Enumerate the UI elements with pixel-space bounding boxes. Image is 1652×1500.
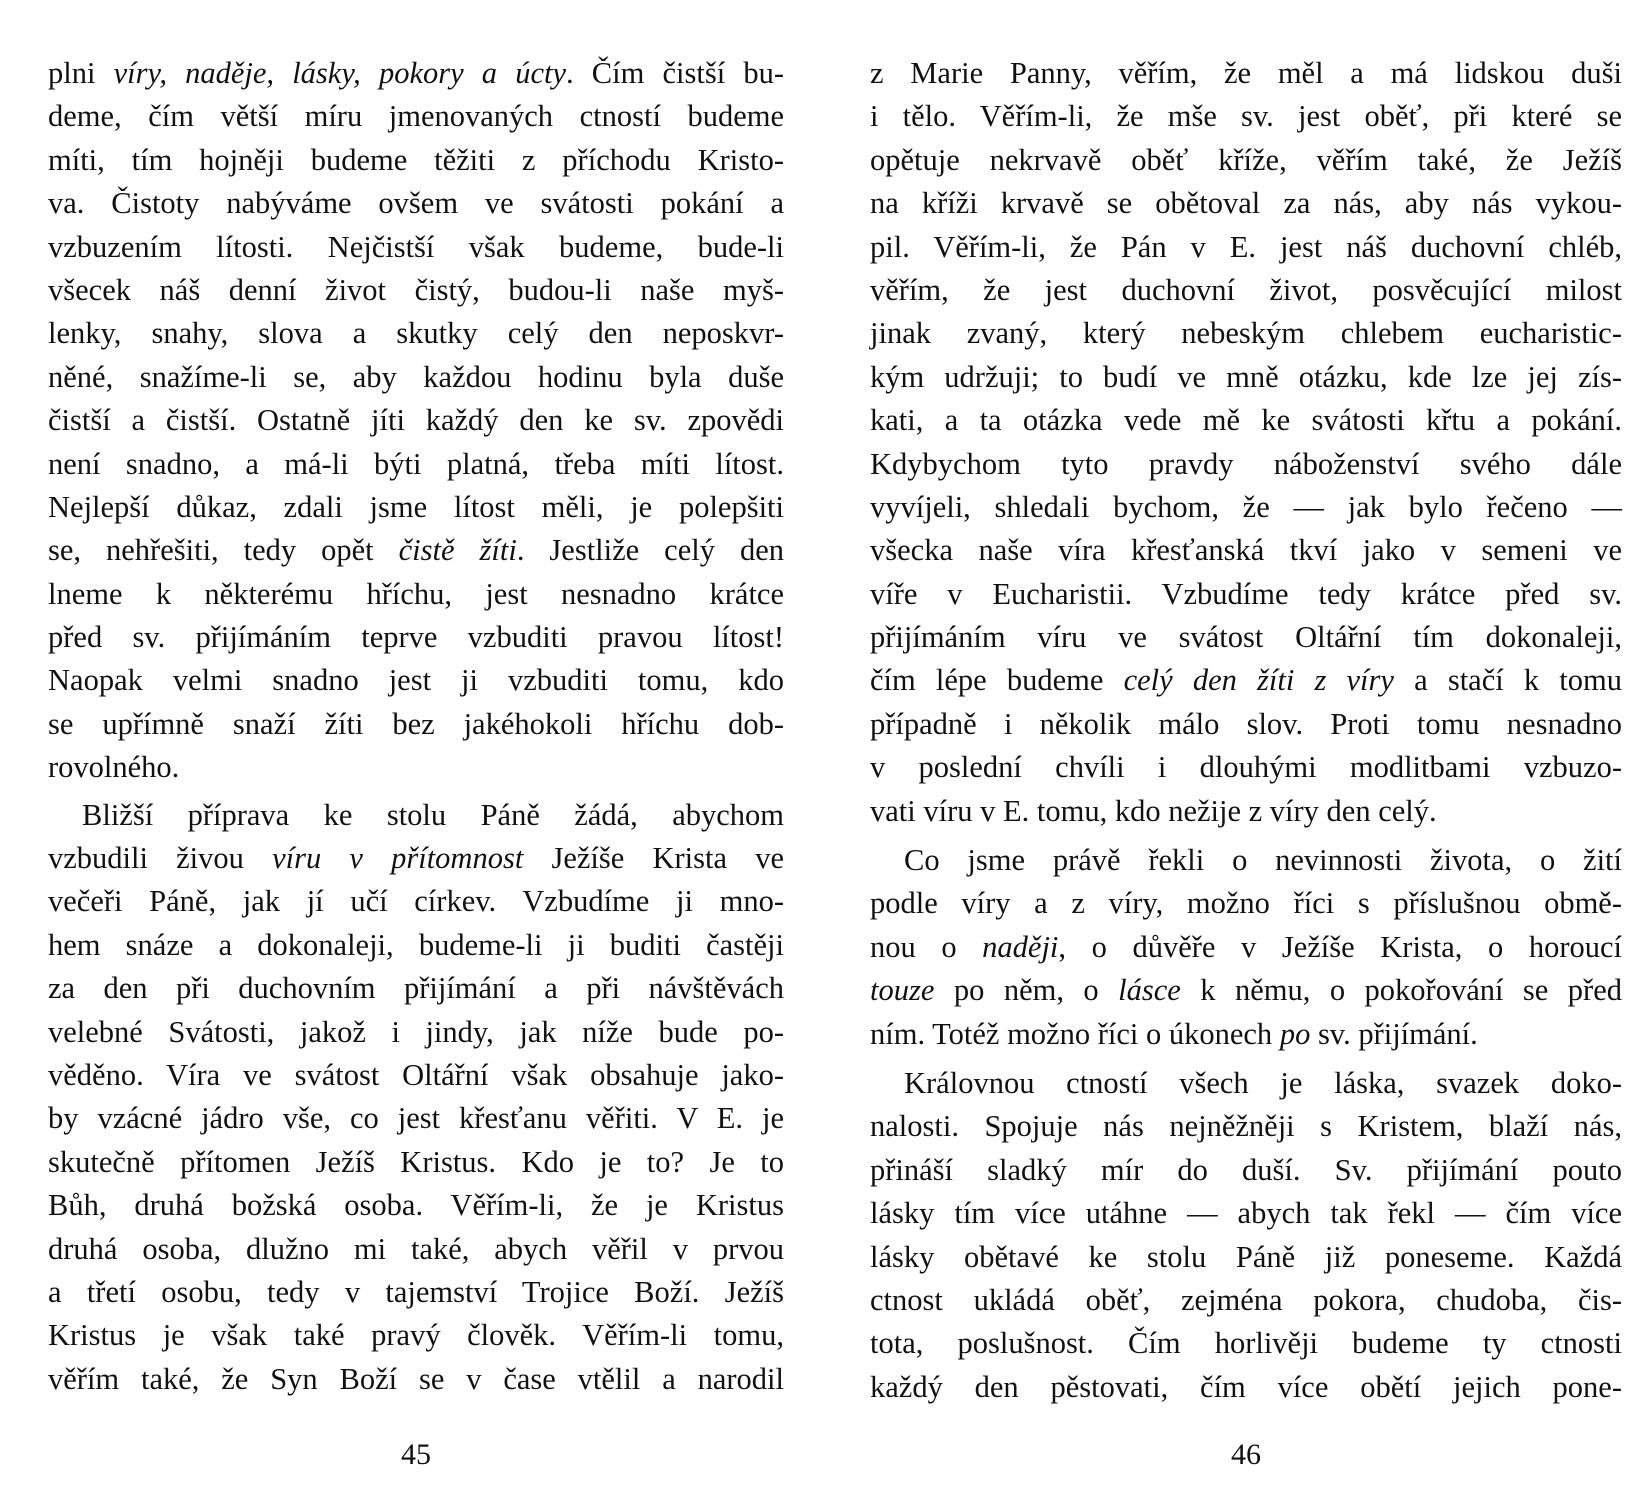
text-line xyxy=(48,967,784,1010)
text-segment: . Čím čistší bu- xyxy=(566,56,784,90)
text-line xyxy=(870,226,1622,269)
text-line xyxy=(48,95,784,138)
text-line xyxy=(870,443,1622,486)
text-segment: něné, snažíme-li se, aby každou hodinu byla duše xyxy=(48,359,784,394)
text-segment: na kříži krvavě se obětoval za nás, aby nás vykou- xyxy=(870,186,1622,221)
text-segment: by vzácné jádro vše, co jest křesťanu věřiti. V E. je xyxy=(48,1101,784,1136)
text-segment: nou o xyxy=(870,929,983,964)
text-line xyxy=(870,1366,1622,1409)
text-line xyxy=(870,746,1622,789)
italic-emphasis: touze xyxy=(870,973,935,1008)
text-segment: a stačí k tomu xyxy=(1393,663,1622,698)
text-line xyxy=(870,926,1622,969)
text-line xyxy=(870,1013,1622,1056)
text-line xyxy=(48,880,784,923)
text-line xyxy=(48,52,784,95)
text-segment: lásky tím více utáhne — abych tak řekl — čím více xyxy=(870,1196,1622,1231)
text-line xyxy=(870,399,1622,442)
text-line xyxy=(48,1358,784,1401)
text-line xyxy=(870,269,1622,312)
italic-emphasis: po xyxy=(1279,1016,1311,1051)
text-line xyxy=(870,486,1622,529)
text-segment: plni xyxy=(48,56,114,90)
text-line xyxy=(870,182,1622,225)
text-line xyxy=(870,139,1622,182)
text-line xyxy=(870,616,1622,659)
text-line xyxy=(870,529,1622,572)
text-segment: jinak zvaný, který nebeským chlebem eucharistic- xyxy=(870,316,1622,351)
text-segment: se, nehřešiti, tedy opět xyxy=(48,533,399,568)
text-line xyxy=(48,529,784,572)
text-segment: sv. přijímání. xyxy=(1310,1016,1478,1051)
text-line xyxy=(48,1184,784,1227)
page-number-left: 45 xyxy=(401,1438,431,1471)
text-segment: víře v Eucharistii. Vzbudíme tedy krátce před sv. xyxy=(870,576,1622,611)
text-segment: vati víru v E. tomu, kdo nežije z víry den celý. xyxy=(870,793,1437,828)
text-line xyxy=(870,1279,1622,1322)
page-number-right: 46 xyxy=(1231,1438,1261,1471)
text-line xyxy=(48,226,784,269)
text-segment: přináší sladký mír do duší. Sv. přijímání pouto xyxy=(870,1152,1622,1187)
text-segment: každý den pěstovati, čím více obětí jejich pone- xyxy=(870,1369,1622,1404)
text-segment: všecka naše víra křesťanská tkví jako v semeni ve xyxy=(870,533,1622,568)
italic-emphasis: čistě žíti xyxy=(398,533,517,568)
text-line xyxy=(48,616,784,659)
text-line xyxy=(48,182,784,225)
text-line xyxy=(48,837,784,880)
text-line xyxy=(48,1054,784,1097)
text-segment: v poslední chvíli i dlouhými modlitbami vzbuzo- xyxy=(870,750,1622,785)
text-segment: věřím, že jest duchovní život, posvěcující milost xyxy=(870,272,1622,307)
text-line xyxy=(870,356,1622,399)
text-segment: skutečně přítomen Ježíš Kristus. Kdo je to? Je to xyxy=(48,1144,784,1179)
text-segment: čistší a čistší. Ostatně jíti každý den ke sv. zpovědi xyxy=(48,403,784,438)
text-segment: se upřímně snaží žíti bez jakéhokoli hříchu dob- xyxy=(48,706,784,741)
text-segment: va. Čistoty nabýváme ovšem ve svátosti pokání a xyxy=(48,186,784,221)
text-segment: před sv. přijímáním teprve vzbuditi pravou lítost! xyxy=(48,620,784,655)
text-segment: kým udržuji; to budí ve mně otázku, kde lze jej zís- xyxy=(870,359,1622,394)
text-segment: k němu, o pokořování se před xyxy=(1180,973,1623,1008)
text-segment: deme, čím větší míru jmenovaných ctností budeme xyxy=(48,99,784,134)
text-segment: tota, poslušnost. Čím horlivěji budeme ty ctnosti xyxy=(870,1326,1622,1361)
text-segment: lásky obětavé ke stolu Páně již poneseme. Každá xyxy=(870,1239,1622,1274)
text-line xyxy=(870,573,1622,616)
text-segment: vzbudili živou xyxy=(48,841,273,876)
text-line xyxy=(48,486,784,529)
text-line xyxy=(48,794,784,837)
text-segment: Bližší příprava ke stolu Páně žádá, abychom xyxy=(82,797,784,832)
text-segment: věřím také, že Syn Boží se v čase vtělil a narodil xyxy=(48,1361,784,1396)
text-segment: ctnost ukládá oběť, zejména pokora, chudoba, čis- xyxy=(870,1282,1622,1317)
text-line xyxy=(870,882,1622,925)
text-segment: přijímáním víru ve svátost Oltářní tím dokonaleji, xyxy=(870,620,1622,655)
text-line xyxy=(48,1314,784,1357)
text-line xyxy=(48,269,784,312)
text-segment: opětuje nekrvavě oběť kříže, věřím také, že Ježíš xyxy=(870,142,1622,177)
text-line xyxy=(48,399,784,442)
text-segment: druhá osoba, dlužno mi také, abych věřil v prvou xyxy=(48,1231,784,1266)
italic-emphasis: celý den žíti z víry xyxy=(1123,663,1394,698)
text-line xyxy=(48,573,784,616)
text-segment: kati, a ta otázka vede mě ke svátosti křtu a pokání. xyxy=(870,403,1622,438)
text-line xyxy=(870,1062,1622,1105)
text-line xyxy=(870,839,1622,882)
text-line xyxy=(48,703,784,746)
text-line xyxy=(870,790,1622,833)
text-segment: všecek náš denní život čistý, budou-li naše myš- xyxy=(48,272,784,307)
text-segment: i tělo. Věřím-li, že mše sv. jest oběť, při které se xyxy=(870,99,1622,134)
text-line xyxy=(48,356,784,399)
text-segment: podle víry a z víry, možno říci s příslušnou obmě- xyxy=(870,886,1622,921)
text-line xyxy=(870,1149,1622,1192)
italic-emphasis: naději xyxy=(982,929,1059,964)
text-line xyxy=(48,924,784,967)
text-line xyxy=(870,969,1622,1012)
text-line xyxy=(870,1236,1622,1279)
text-segment: pil. Věřím-li, že Pán v E. jest náš duchovní chléb, xyxy=(870,229,1622,264)
text-segment: lenky, snahy, slova a skutky celý den neposkvr- xyxy=(48,316,784,351)
text-segment: rovolného. xyxy=(48,750,180,785)
text-line xyxy=(870,703,1622,746)
text-segment: míti, tím hojněji budeme těžiti z příchodu Kristo- xyxy=(48,142,784,177)
text-line xyxy=(48,1011,784,1054)
text-segment: z Marie Panny, věřím, že měl a má lidskou duši xyxy=(870,56,1622,90)
text-segment: , o důvěře v Ježíše Krista, o horoucí xyxy=(1058,929,1623,964)
text-segment: a třetí osobu, tedy v tajemství Trojice Boží. Ježíš xyxy=(48,1274,784,1309)
text-line xyxy=(870,95,1622,138)
text-line xyxy=(48,1271,784,1314)
text-segment: Kristus je však také pravý člověk. Věřím-li tomu, xyxy=(48,1318,784,1353)
text-segment: hem snáze a dokonaleji, budeme-li ji buditi častěji xyxy=(48,927,784,962)
text-line xyxy=(870,312,1622,355)
text-segment: . Jestliže celý den xyxy=(516,533,784,568)
italic-emphasis: lásce xyxy=(1118,973,1181,1008)
italic-emphasis: víry, naděje, lásky, pokory a úcty xyxy=(113,56,567,90)
text-line xyxy=(48,659,784,702)
text-line xyxy=(48,443,784,486)
page-45-body xyxy=(48,52,784,1401)
text-line xyxy=(48,1141,784,1184)
text-line xyxy=(48,1097,784,1140)
text-line xyxy=(870,1105,1622,1148)
text-segment: věděno. Víra ve svátost Oltářní však obsahuje jako- xyxy=(48,1057,784,1092)
text-segment: případně i několik málo slov. Proti tomu nesnadno xyxy=(870,706,1622,741)
text-segment: vyvíjeli, shledali bychom, že — jak bylo řečeno — xyxy=(870,489,1622,524)
text-line xyxy=(48,746,784,789)
text-line xyxy=(48,1228,784,1271)
text-segment: za den při duchovním přijímání a při návštěvách xyxy=(48,971,784,1006)
text-line xyxy=(870,659,1622,702)
text-segment: Co jsme právě řekli o nevinnosti života, o žití xyxy=(904,843,1622,878)
text-segment: vzbuzením lítosti. Nejčistší však budeme, bude-li xyxy=(48,229,784,264)
text-segment: Nejlepší důkaz, zdali jsme lítost měli, je polepšiti xyxy=(48,489,784,524)
text-segment: ním. Totéž možno říci o úkonech xyxy=(870,1016,1280,1051)
text-line xyxy=(870,1322,1622,1365)
text-segment: Naopak velmi snadno jest ji vzbuditi tomu, kdo xyxy=(48,663,784,698)
text-segment: lneme k některému hříchu, jest nesnadno krátce xyxy=(48,576,784,611)
text-segment: Bůh, druhá božská osoba. Věřím-li, že je Kristus xyxy=(48,1188,784,1223)
text-line xyxy=(870,52,1622,95)
italic-emphasis: víru v přítomnost xyxy=(272,841,524,876)
text-segment: velebné Svátosti, jakož i jindy, jak níže bude po- xyxy=(48,1014,784,1049)
text-line xyxy=(48,139,784,182)
text-segment: večeři Páně, jak jí učí církev. Vzbudíme ji mno- xyxy=(48,884,784,919)
text-segment: čím lépe budeme xyxy=(870,663,1124,698)
page-46-body xyxy=(870,52,1622,1409)
text-segment: Kdybychom tyto pravdy náboženství svého dále xyxy=(870,446,1622,481)
text-segment: není snadno, a má-li býti platná, třeba míti lítost. xyxy=(48,446,784,481)
text-segment: nalosti. Spojuje nás nejněžněji s Kristem, blaží nás, xyxy=(870,1109,1622,1144)
text-line xyxy=(870,1192,1622,1235)
text-segment: po něm, o xyxy=(934,973,1119,1008)
text-segment: Královnou ctností všech je láska, svazek doko- xyxy=(904,1065,1622,1100)
text-segment: Ježíše Krista ve xyxy=(523,841,784,876)
text-line xyxy=(48,312,784,355)
